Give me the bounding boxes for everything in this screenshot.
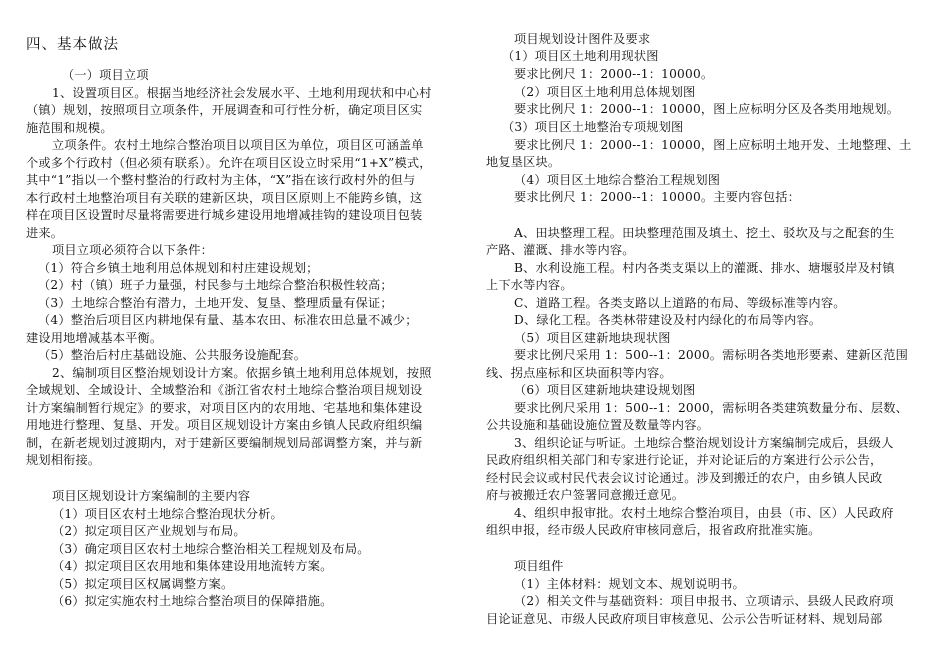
paragraph-line: 公共设施和基础设施位置及数量等内容。 — [486, 418, 709, 432]
list-item: （1）主体材料：规划文本、规划说明书。 — [514, 577, 745, 591]
paragraph-line: 要求比例尺采用 1：500--1：2000。需标明各类地形要素、建新区范围 — [514, 348, 908, 362]
subsection-heading: 项目规划设计图件及要求 — [514, 32, 651, 46]
list-item: （5）项目区建新地块现状图 — [514, 331, 671, 345]
paragraph-line: 计方案编制暂行规定》的要求，对项目区内的农用地、宅基地和集体建设 — [26, 401, 423, 415]
paragraph-line: 建设用地增减基本平衡。 — [26, 331, 163, 345]
paragraph-line: 3、组织论证与听证。土地综合整治规划设计方案编制完成后，县级人 — [514, 436, 894, 450]
list-item: （2）拟定项目区产业规划与布局。 — [52, 524, 246, 538]
paragraph-line: 要求比例尺 1：2000--1：10000，图上应标明分区及各类用地规划。 — [514, 102, 900, 116]
paragraph-line: 全域规划、全域设计、全域整治和《浙江省农村土地综合整治项目规划设 — [26, 383, 423, 397]
subsection-heading: 项目组件 — [514, 559, 564, 573]
paragraph-line: D、绿化工程。各类林带建设及村内绿化的布局等内容。 — [514, 313, 822, 327]
list-item: （2）村（镇）班子力量强，村民参与土地综合整治积极性较高； — [38, 278, 393, 292]
list-item: （4）项目区土地综合整治工程规划图 — [514, 173, 721, 187]
paragraph-line: 规划相衔接。 — [26, 453, 101, 467]
paragraph-line: B、水利设施工程。村内各类支渠以上的灌溉、排水、塘堰驳岸及村镇 — [514, 261, 895, 275]
paragraph-line: 组织申报，经市级人民政府审核同意后，报省政府批准实施。 — [486, 523, 821, 537]
paragraph-line: 项目立项必须符合以下条件： — [52, 243, 214, 257]
list-item: （3）确定项目区农村土地综合整治相关工程规划及布局。 — [52, 542, 370, 556]
paragraph-line: 本行政村土地整治项目有关联的建新区块，项目区原则上不能跨乡镇，这 — [26, 191, 423, 205]
section-heading: 四、基本做法 — [26, 37, 119, 53]
paragraph-line: C、道路工程。各类支路以上道路的布局、等级标准等内容。 — [514, 296, 846, 310]
paragraph-line: 样在项目区设置时尽量将需要进行城乡建设用地增减挂钩的建设项目包装 — [26, 208, 423, 222]
subsection-heading: （一）项目立项 — [62, 68, 149, 82]
paragraph-line: 立项条件。农村土地综合整治项目以项目区为单位，项目区可涵盖单 — [52, 138, 424, 152]
paragraph-line: 要求比例尺 1：2000--1：10000。 — [514, 67, 714, 81]
paragraph-line: 线、拐点座标和区块面积等内容。 — [486, 366, 672, 380]
paragraph-line: 要求比例尺 1：2000--1：10000，图上应标明土地开发、土地整理、土 — [514, 138, 912, 152]
list-item: （6）项目区建新地块建设规划图 — [514, 383, 696, 397]
paragraph-line: 要求比例尺采用 1：500--1：2000，需标明各类建筑数量分布、层数、 — [514, 401, 908, 415]
paragraph-line: 上下水等内容。 — [486, 278, 573, 292]
paragraph-line: A、田块整理工程。田块整理范围及填土、挖土、驳坎及与之配套的生 — [514, 226, 895, 240]
subsection-heading: 项目区规划设计方案编制的主要内容 — [52, 489, 251, 503]
paragraph-line: 施范围和规模。 — [26, 121, 113, 135]
list-item: （5）拟定项目区权属调整方案。 — [52, 577, 234, 591]
list-item: （6）拟定实施农村土地综合整治项目的保障措施。 — [52, 594, 333, 608]
paragraph-line: 要求比例尺 1：2000--1：10000。主要内容包括： — [514, 190, 801, 204]
list-item: （2）项目区土地利用总体规划图 — [514, 85, 696, 99]
paragraph-line: 2、编制项目区整治规划设计方案。依据乡镇土地利用总体规划，按照 — [52, 366, 432, 380]
paragraph-line: 经村民会议或村民代表会议讨论通过。涉及到搬迁的农户，由乡镇人民政 — [486, 471, 883, 485]
list-item: （3）土地综合整治有潜力，土地开发、复垦、整理质量有保证； — [38, 296, 393, 310]
list-item: （1）项目区农村土地综合整治现状分析。 — [52, 507, 283, 521]
paragraph-line: 制，在新老规划过渡期内，对于建新区要编制规划局部调整方案，并与新 — [26, 436, 423, 450]
list-item: （3）项目区土地整治专项规划图 — [502, 120, 684, 134]
list-item: （5）整治后村庄基础设施、公共服务设施配套。 — [38, 348, 307, 362]
list-item: （1）项目区土地利用现状图 — [502, 49, 659, 63]
paragraph-line: 府与被搬迁农户签署同意搬迁意见。 — [486, 488, 685, 502]
paragraph-line: 用地进行整理、复垦、开发。项目区规划设计方案由乡镇人民政府组织编 — [26, 418, 423, 432]
paragraph-line: 4、组织申报审批。农村土地综合整治项目，由县（市、区）人民政府 — [514, 506, 894, 520]
paragraph-line: （镇）规划，按照项目立项条件，开展调查和可行性分析，确定项目区实 — [26, 103, 423, 117]
paragraph-line: 进来。 — [26, 226, 64, 240]
paragraph-line: 个或多个行政村（但必须有联系）。允许在项目区设立时采用“1+X”模式， — [26, 156, 432, 170]
paragraph-line: 地复垦区块。 — [486, 155, 561, 169]
list-item: （2）相关文件与基础资料：项目申报书、立项请示、县级人民政府项 — [514, 594, 894, 608]
list-item: （4）拟定项目区农用地和集体建设用地流转方案。 — [52, 559, 333, 573]
paragraph-line: 1、设置项目区。根据当地经济社会发展水平、土地利用现状和中心村 — [52, 86, 432, 100]
paragraph-line: 其中“1”指以一个整村整治的行政村为主体，“X”指在该行政村外的但与 — [26, 173, 416, 187]
list-item: （4）整治后项目区内耕地保有量、基本农田、标准农田总量不减少； — [38, 313, 418, 327]
paragraph-line: 产路、灌溉、排水等内容。 — [486, 243, 635, 257]
list-item: （1）符合乡镇土地利用总体规划和村庄建设规划； — [38, 261, 319, 275]
paragraph-line: 目论证意见、市级人民政府项目审核意见、公示公告听证材料、规划局部 — [486, 612, 883, 626]
paragraph-line: 民政府组织相关部门和专家进行论证，并对论证后的方案进行公示公告， — [486, 453, 883, 467]
